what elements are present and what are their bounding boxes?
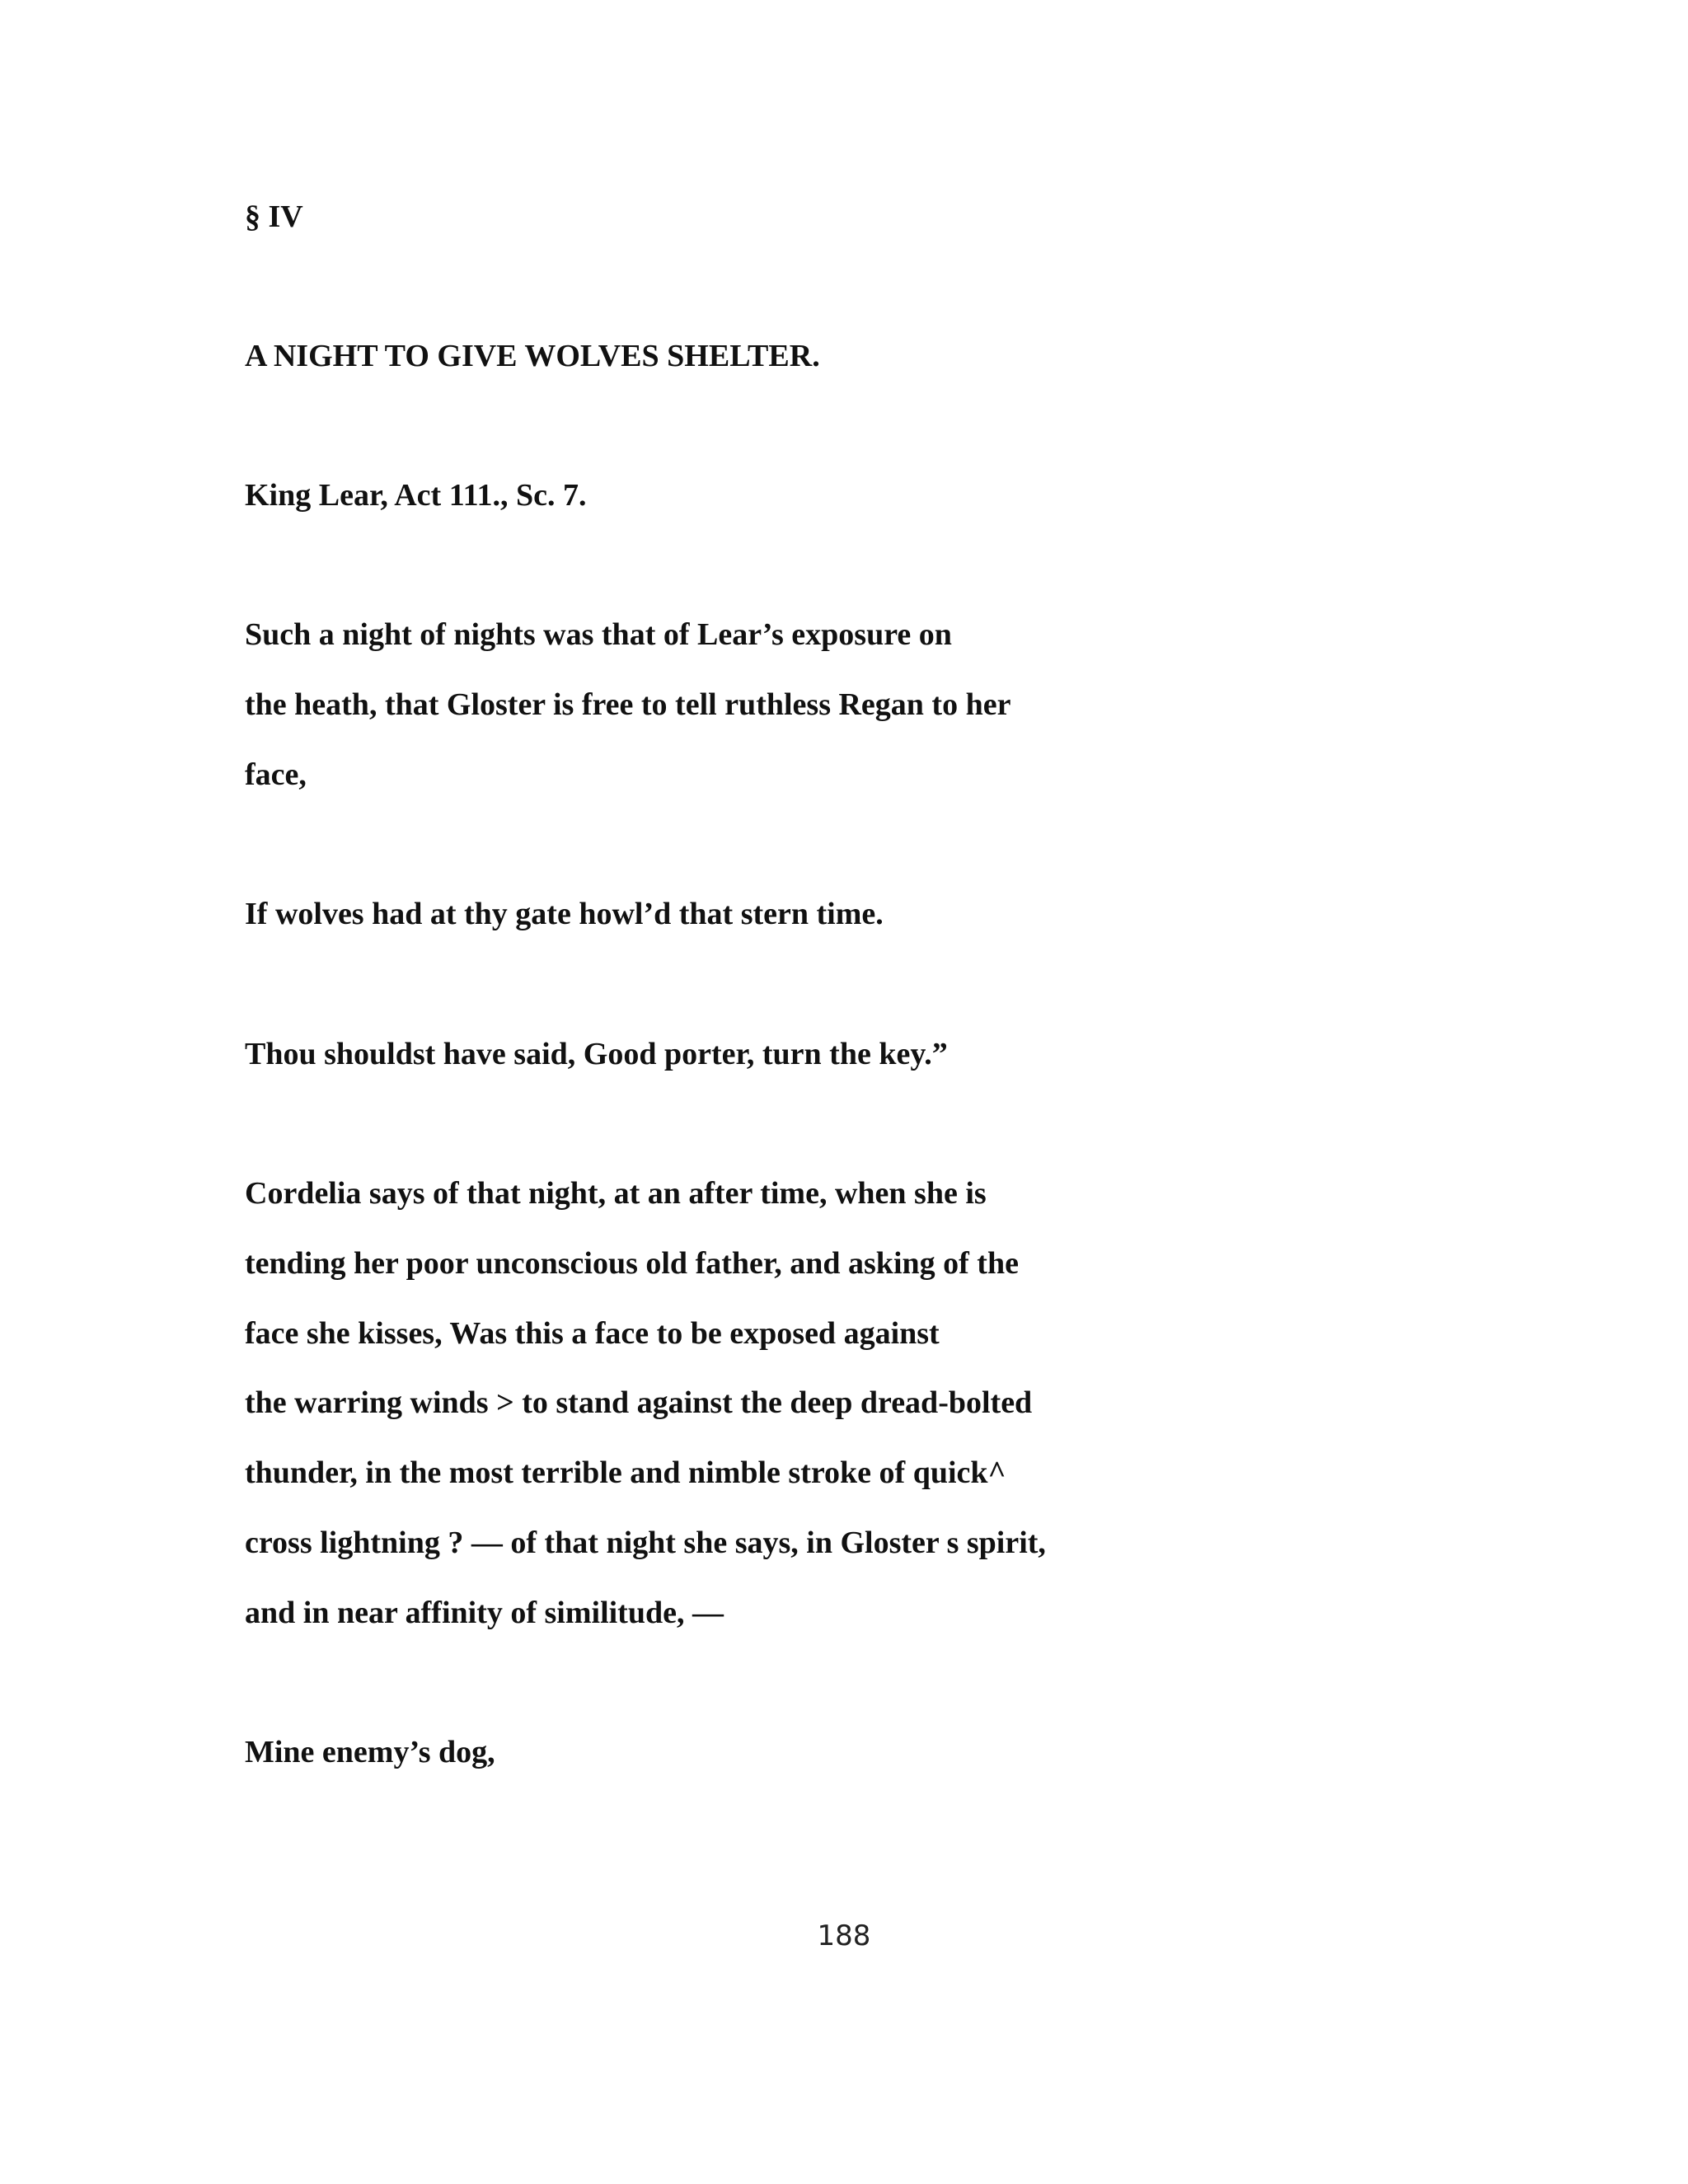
quote-line: If wolves had at thy gate howl’d that stern time. xyxy=(245,897,884,931)
paragraph-line: thunder, in the most terrible and nimble stroke of quick^ xyxy=(245,1455,1006,1490)
section-title: A NIGHT TO GIVE WOLVES SHELTER. xyxy=(245,339,820,373)
paragraph-line: Such a night of nights was that of Lear’s exposure on xyxy=(245,617,952,652)
paragraph-line: Cordelia says of that night, at an after time, when she is xyxy=(245,1176,987,1211)
paragraph-line: the heath, that Gloster is free to tell ruthless Regan to her xyxy=(245,687,1011,722)
section-number: § IV xyxy=(245,199,303,234)
paragraph-line: and in near affinity of similitude, — xyxy=(245,1596,724,1630)
paragraph-line: tending her poor unconscious old father, and asking of the xyxy=(245,1246,1019,1281)
paragraph-line: face she kisses, Was this a face to be exposed against xyxy=(245,1316,940,1351)
paragraph-line: cross lightning ? — of that night she says, in Gloster s spirit, xyxy=(245,1526,1046,1560)
closing-line: Mine enemy’s dog, xyxy=(245,1735,495,1769)
paragraph-line: face, xyxy=(245,757,307,792)
quote-line: Thou shouldst have said, Good porter, turn the key.” xyxy=(245,1037,948,1071)
play-reference: King Lear, Act 111., Sc. 7. xyxy=(245,478,587,513)
page-number: 188 xyxy=(817,1919,871,1952)
paragraph-line: the warring winds > to stand against the deep dread-bolted xyxy=(245,1385,1033,1420)
